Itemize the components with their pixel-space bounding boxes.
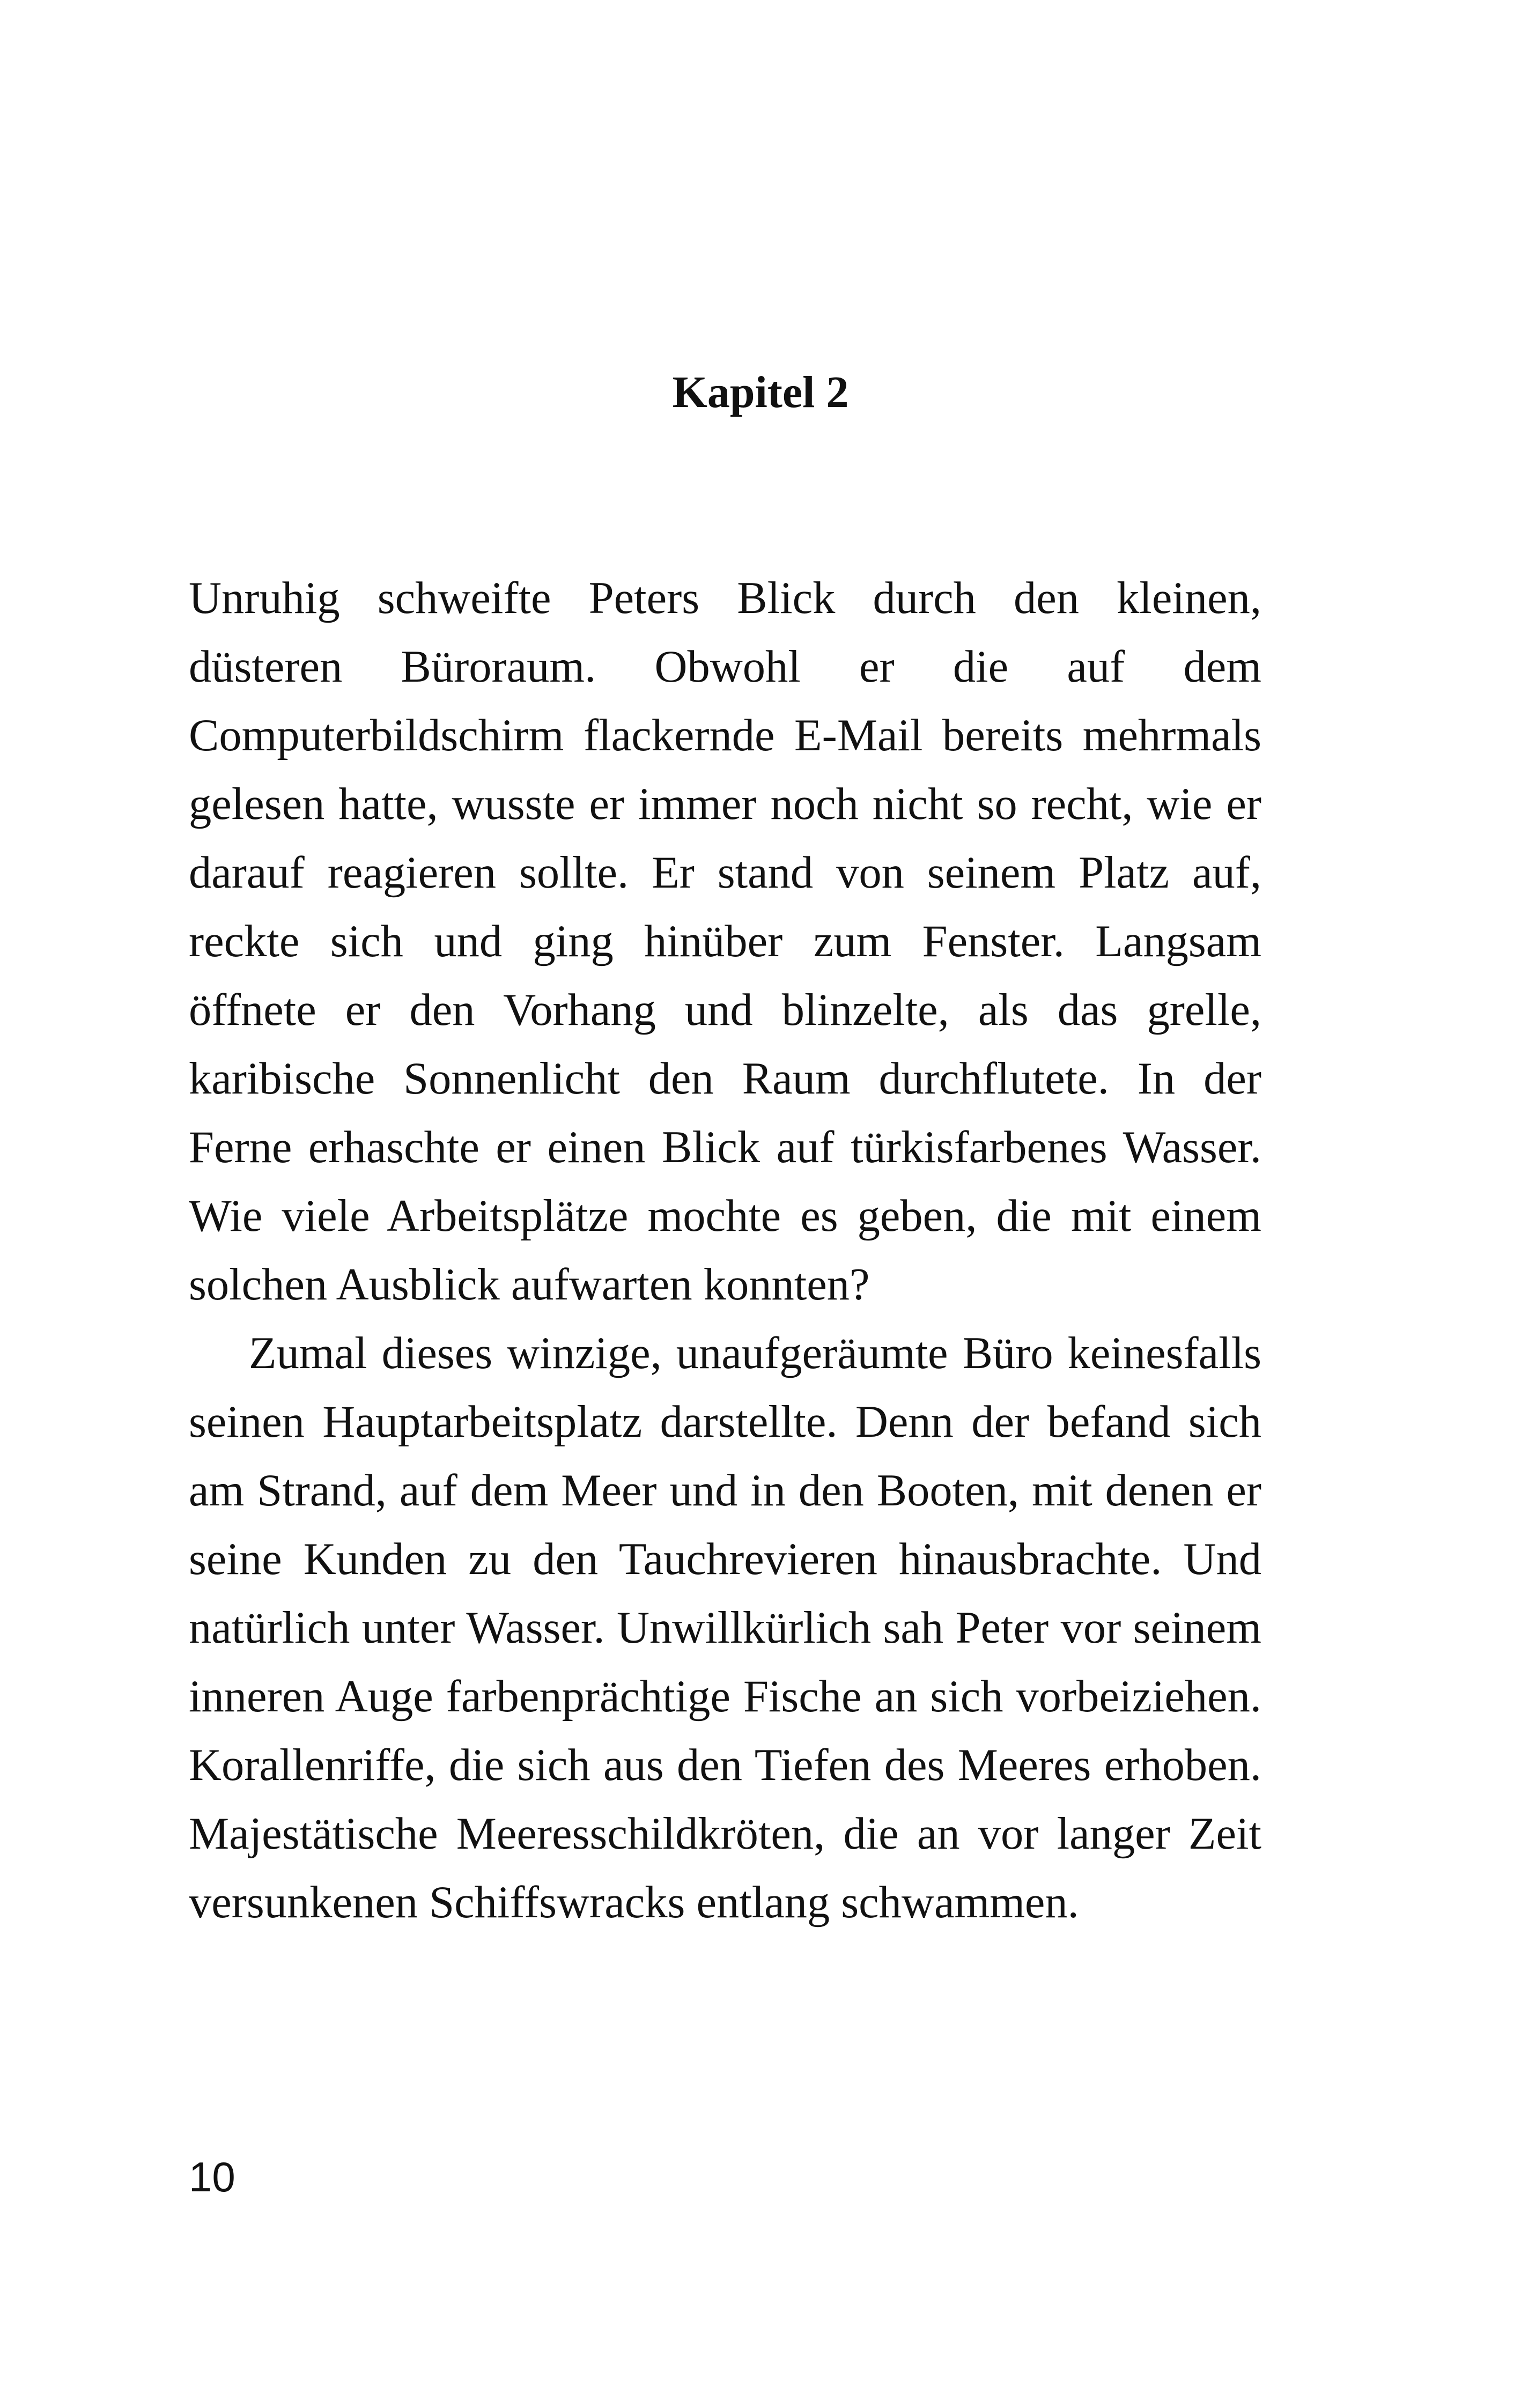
- body-text: [189, 564, 1261, 1937]
- paragraph-2: Zumal dieses winzige, unaufgeräumte Büro keinesfalls seinen Hauptarbeitsplatz darstellte. Denn der befand sich am Strand, auf dem Meer und in den Booten, mit denen er seine Kunden zu den Tauchrevieren hinausbrachte. Und natürlich unter Wasser. Unwillkürlich sah Peter vor seinem inneren Auge farbenprächtige Fische an sich vorbeiziehen. Korallenriffe, die sich aus den Tiefen des Meeres erhoben. Majestätische Meeresschildkröten, die an vor langer Zeit versunkenen Schiffswracks entlang schwammen.: [189, 1328, 1261, 1927]
- paragraph-1: Unruhig schweifte Peters Blick durch den kleinen, düsteren Büroraum. Obwohl er die auf dem Computerbildschirm flackernde E-Mail bereits mehrmals gelesen hatte, wusste er immer noch nicht so recht, wie er darauf reagieren sollte. Er stand von seinem Platz auf, reckte sich und ging hinüber zum Fenster. Langsam öffnete er den Vorhang und blinzelte, als das grelle, karibische Sonnenlicht den Raum durchflutete. In der Ferne erhaschte er einen Blick auf türkisfarbenes Wasser. Wie viele Arbeitsplätze mochte es geben, die mit einem solchen Ausblick aufwarten konnten?: [189, 573, 1261, 1310]
- page-number: 10: [189, 2153, 235, 2200]
- chapter-title: Kapitel 2: [672, 367, 849, 417]
